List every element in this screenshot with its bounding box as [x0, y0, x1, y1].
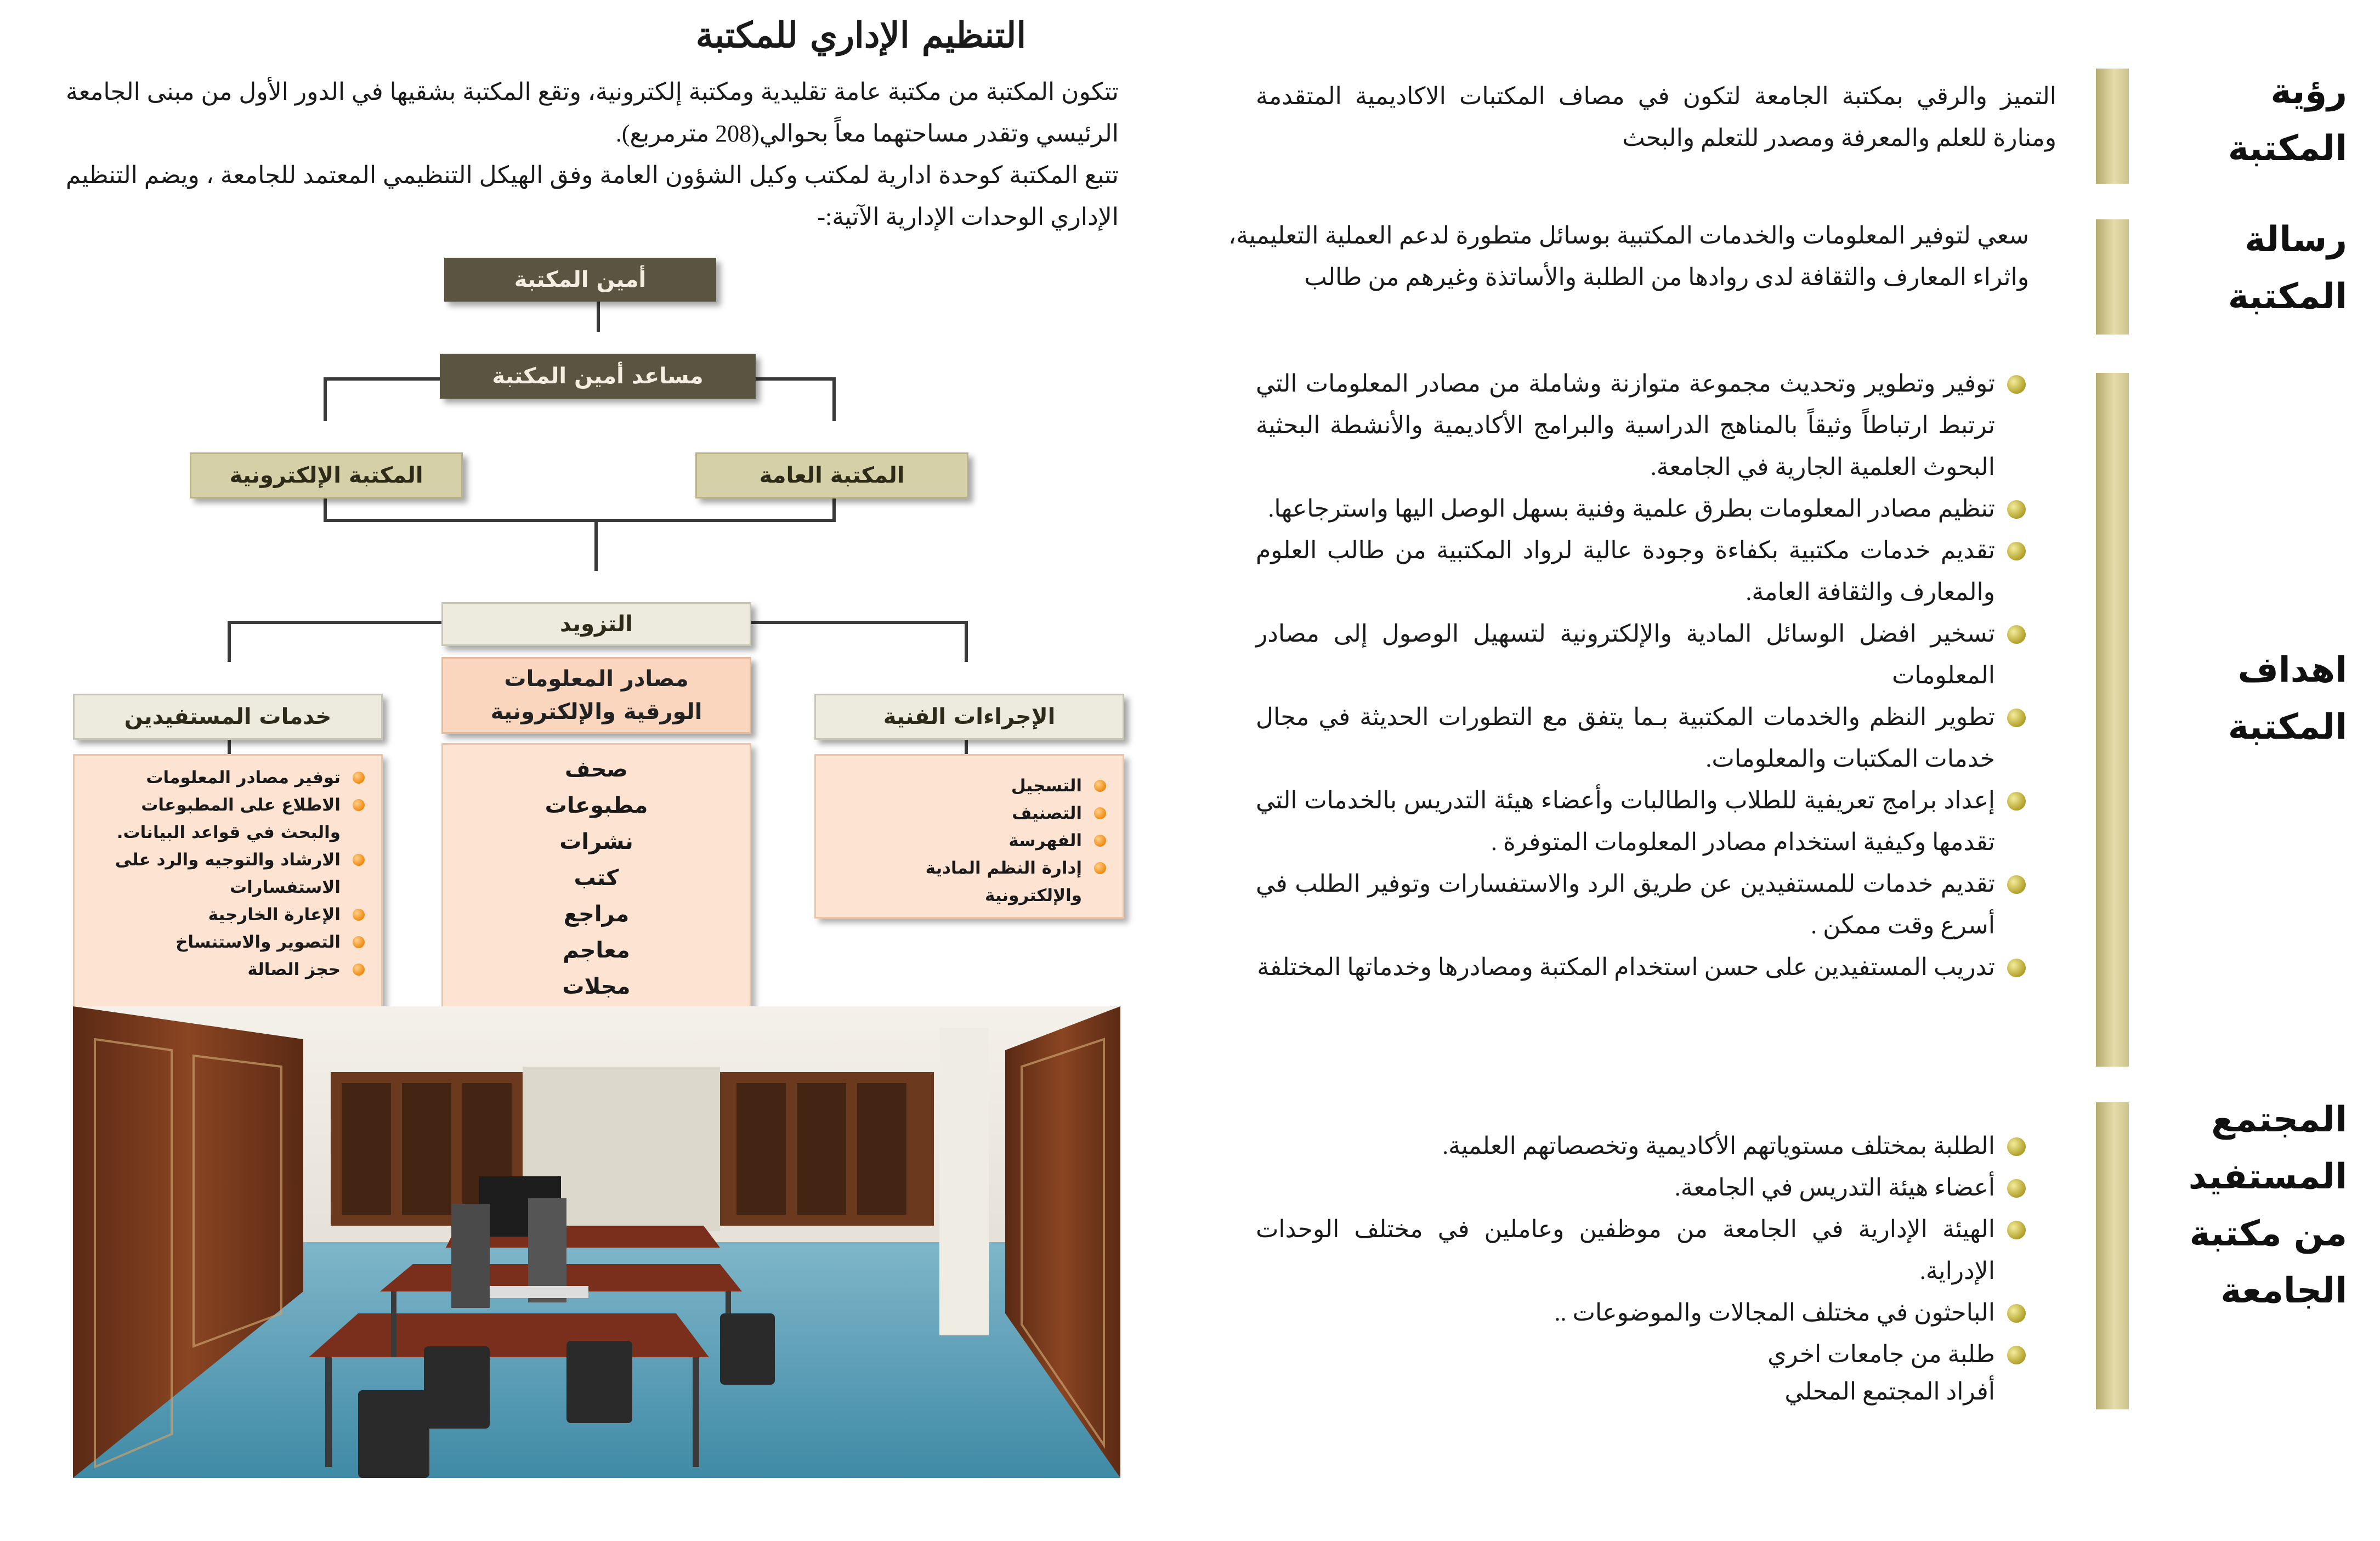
goals-label	[2228, 642, 2347, 756]
vision-text: التميز والرقي بمكتبة الجامعة لتكون في مصاف المكتبات الاكاديمية المتقدمة ومنارة للعلم والمعرفة ومصدر للتعلم والبحث	[1256, 83, 2056, 151]
sources-title-line-2: الورقية والإلكترونية	[490, 699, 702, 724]
connector	[594, 519, 598, 571]
information-source-item: مجلات	[562, 974, 631, 999]
connector	[324, 519, 836, 522]
assistant-librarian-box: مساعد أمين المكتبة	[440, 354, 756, 399]
beneficiaries-label-line-3: من مكتبة	[2189, 1214, 2347, 1254]
goals-label-line-1: اهداف	[2237, 650, 2347, 690]
goal-item: تدريب المستفيدين على حسن استخدام المكتبة ومصادرها وخدماتها المختلفة	[1256, 947, 2029, 988]
user-service-item: التصوير والاستنساخ	[86, 928, 369, 956]
user-services-box: خدمات المستفيدين	[73, 694, 383, 740]
connector	[324, 377, 327, 421]
information-source-item: صحف	[564, 757, 628, 782]
vision-label	[2228, 63, 2347, 177]
technical-procedure-item: إدارة النظم المادية	[827, 854, 1110, 882]
beneficiaries-label	[2189, 1091, 2347, 1319]
connector	[228, 621, 231, 662]
library-reading-hall-photo	[73, 1006, 1120, 1478]
vision-gold-bar	[2096, 69, 2129, 184]
technical-procedure-item: التصنيف	[827, 800, 1110, 827]
technical-procedures-list	[814, 754, 1124, 919]
vision-label-line-2: المكتبة	[2228, 128, 2347, 169]
beneficiaries-gold-bar	[2096, 1102, 2129, 1409]
beneficiaries-label-line-1: المجتمع	[2211, 1100, 2347, 1140]
information-sources-box	[441, 657, 751, 734]
mission-text: سعي لتوفير المعلومات والخدمات المكتبية بوسائل متطورة لدعم العملية التعليمية، واثراء المعارف والثقافة لدى روادها من الطلبة والأساتذة وغيرهم من طالب	[1228, 222, 2029, 291]
org-chart	[0, 241, 1152, 1097]
beneficiary-item: الباحثون في مختلف المجالات والموضوعات ..	[1256, 1292, 2029, 1334]
technical-procedure-item: التسجيل	[827, 772, 1110, 800]
mission-label-line-1: رسالة	[2245, 219, 2347, 260]
technical-procedure-item: الفهرسة	[827, 827, 1110, 854]
user-service-item: والبحث في قواعد البيانات.	[116, 823, 341, 842]
technical-procedures-box: الإجراءات الفنية	[814, 694, 1124, 740]
goal-item: تقديم خدمات مكتبية بكفاءة وجودة عالية لرواد المكتبية من طالب العلوم والمعارف والثقافة العامة.	[1256, 530, 2029, 613]
connector	[324, 377, 442, 381]
goal-item: تنظيم مصادر المعلومات بطرق علمية وفنية بسهل الوصل اليها واسترجاعها.	[1256, 488, 2029, 530]
beneficiary-item: الطلبة بمختلف مستوياتهم الأكاديمية وتخصصاتهم العلمية.	[1256, 1125, 2029, 1167]
sources-title-line-1: مصادر المعلومات	[504, 666, 689, 692]
user-services-list	[73, 754, 383, 1015]
mission-gold-bar	[2096, 219, 2129, 335]
beneficiary-item: الهيئة الإدارية في الجامعة من موظفين وعاملين في مختلف الوحدات الإدراية.	[1256, 1209, 2029, 1292]
beneficiary-item: طلبة من جامعات اخري	[1256, 1334, 2029, 1375]
goal-item: إعداد برامج تعريفية للطلاب والطالبات وأعضاء هيئة التدريس بالخدمات التي تقدمها وكيفية استخدام مصادر المعلومات المتوفرة .	[1256, 780, 2029, 863]
connector	[228, 621, 441, 624]
page-title: التنظيم الإداري للمكتبة	[695, 15, 1027, 56]
user-service-item: الاطلاع على المطبوعات	[86, 791, 369, 819]
connector	[755, 377, 836, 381]
beneficiaries-label-line-4: الجامعة	[2220, 1271, 2347, 1311]
public-library-box: المكتبة العامة	[695, 452, 968, 498]
vision-label-line-1: رؤية	[2270, 71, 2347, 112]
connector	[965, 738, 968, 754]
goals-gold-bar	[2096, 373, 2129, 1067]
information-source-item: كتب	[574, 865, 619, 891]
user-service-item: الإعارة الخارجية	[86, 901, 369, 928]
intro-text	[66, 71, 1119, 238]
librarian-box: أمين المكتبة	[444, 258, 716, 302]
connector	[832, 377, 836, 421]
goals-label-line-2: المكتبة	[2228, 707, 2347, 747]
beneficiary-item: أعضاء هيئة التدريس في الجامعة.	[1256, 1167, 2029, 1209]
reading-hall-illustration	[73, 1006, 1120, 1478]
beneficiaries-label-line-2: المستفيد	[2188, 1157, 2347, 1197]
acquisitions-box: التزويد	[441, 602, 751, 646]
electronic-library-box: المكتبة الإلكترونية	[190, 452, 463, 498]
information-source-item: نشرات	[559, 829, 633, 854]
goal-item: تطوير النظم والخدمات المكتبية بـما يتفق مع التطورات الحديثة في مجال خدمات المكتبات والمعلومات.	[1256, 696, 2029, 780]
goal-item: تقديم خدمات للمستفيدين عن طريق الرد والاستفسارات وتوفير الطلب في أسرع وقت ممكن .	[1256, 863, 2029, 947]
connector	[750, 621, 968, 624]
user-service-item: الاستفسارات	[230, 877, 341, 897]
user-service-item: حجز الصالة	[86, 956, 369, 983]
goal-item: تسخير افضل الوسائل المادية والإلكترونية لتسهيل الوصول إلى مصادر المعلومات	[1256, 613, 2029, 696]
user-service-item: الارشاد والتوجيه والرد على	[86, 846, 369, 874]
intro-paragraph-1: تتكون المكتبة من مكتبة عامة تقليدية ومكتبة إلكترونية، وتقع المكتبة بشقيها في الدور الأول من مبنى الجامعة الرئيسي وتقدر مساحتهما معاً بحوالي(208 مترمربع).	[66, 78, 1119, 147]
intro-paragraph-2: تتبع المكتبة كوحدة ادارية لمكتب وكيل الشؤون العامة وفق الهيكل التنظيمي المعتمد للجامعة ، ويضم التنظيم الإداري الوحدات الإدارية الآتية:-	[66, 162, 1119, 230]
beneficiaries-extra: أفراد المجتمع المحلي	[1784, 1378, 1995, 1405]
connector	[228, 738, 231, 754]
information-source-item: مطبوعات	[545, 793, 648, 818]
information-source-item: معاجم	[563, 938, 630, 963]
technical-procedure-item: والإلكترونية	[985, 886, 1082, 905]
goal-item: توفير وتطوير وتحديث مجموعة متوازنة وشاملة من مصادر المعلومات التي ترتبط ارتباطاً وثيقاً بالمناهج الدراسية والبرامج الأكاديمية والأنشطة البحثية البحوث العلمية الجارية في الجامعة.	[1256, 363, 2029, 488]
information-source-item: مراجع	[563, 902, 630, 927]
mission-label	[2228, 211, 2347, 325]
connector	[965, 621, 968, 662]
user-service-item: توفير مصادر المعلومات	[86, 764, 369, 791]
goals-list	[1256, 363, 2029, 988]
mission-label-line-2: المكتبة	[2228, 276, 2347, 317]
beneficiaries-list	[1256, 1125, 2029, 1375]
